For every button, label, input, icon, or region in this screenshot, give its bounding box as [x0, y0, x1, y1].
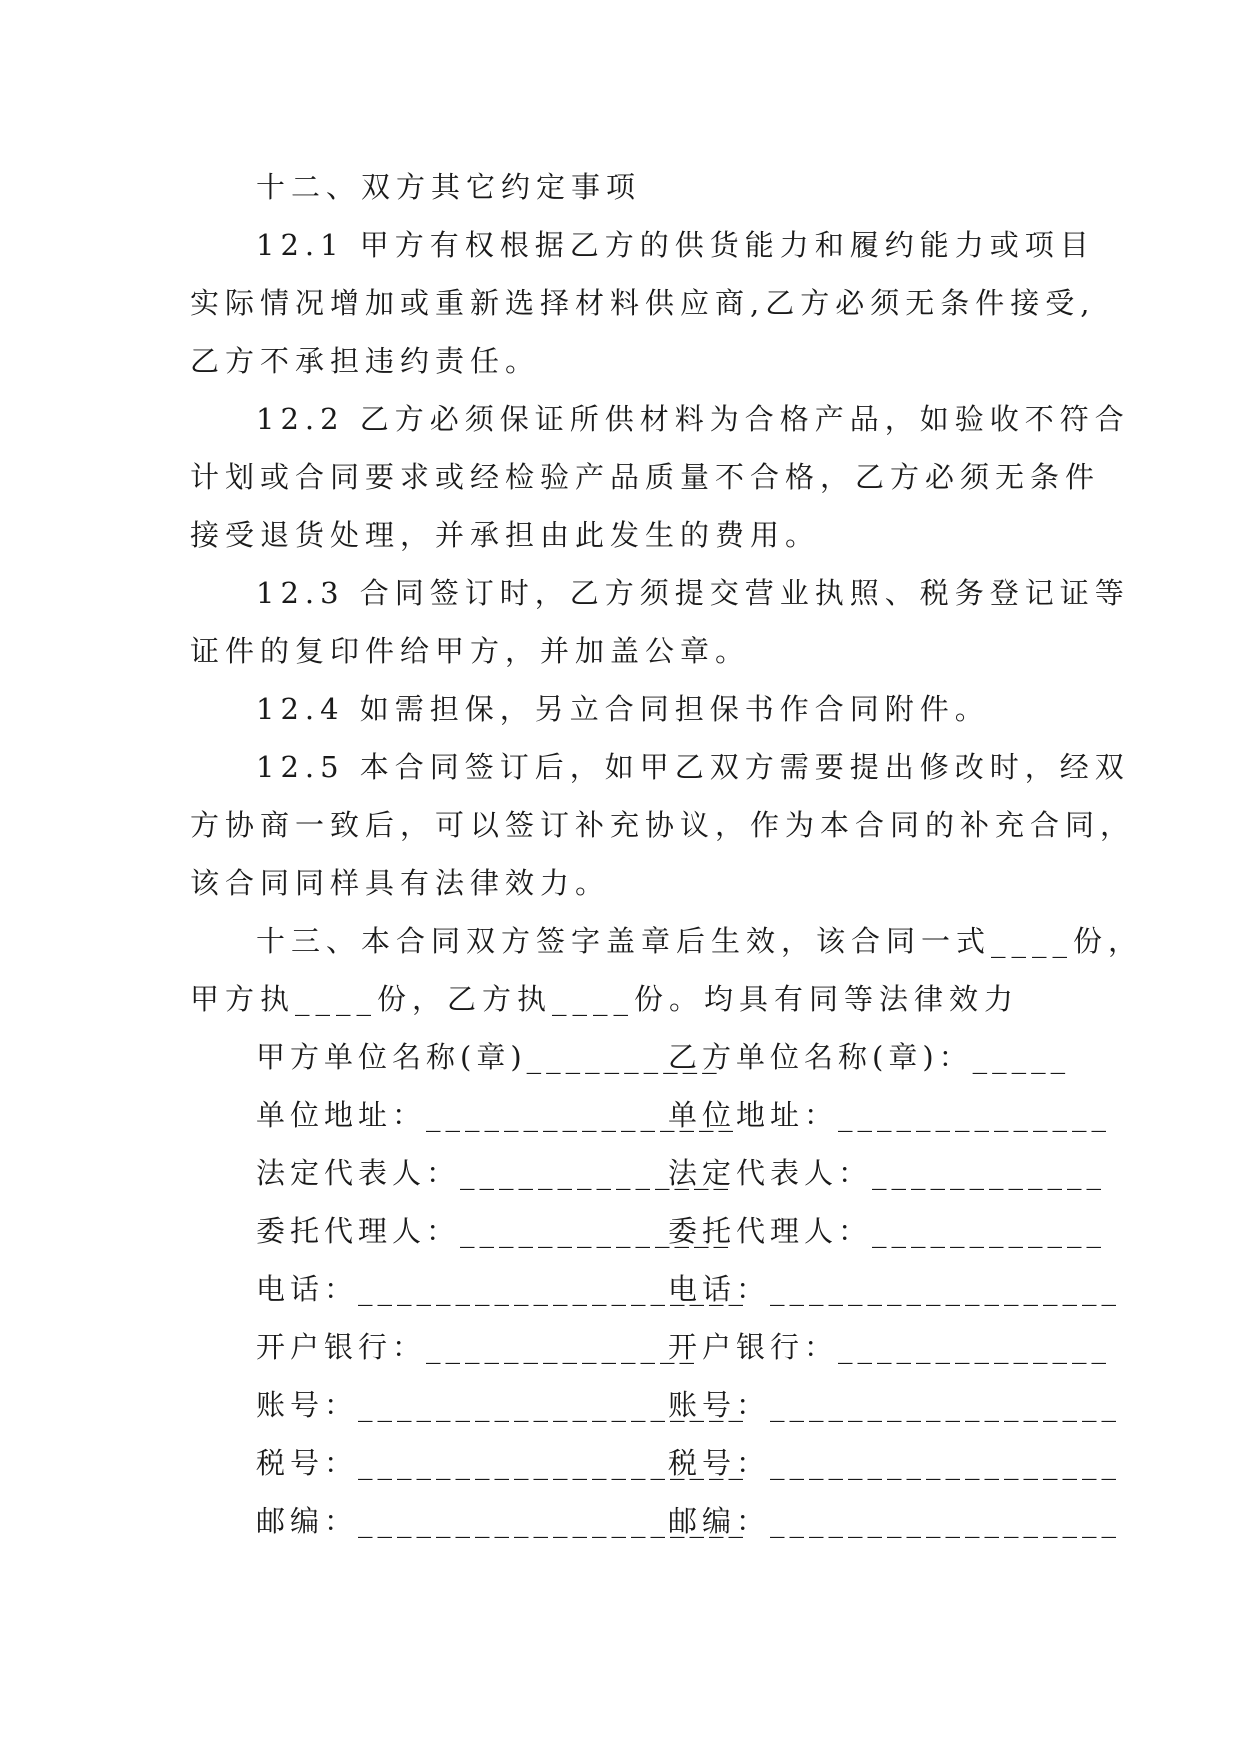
clause-12-2-line-3: 接受退货处理，并承担由此发生的费用。 [190, 518, 821, 552]
clause-12-3-line-1: 12.3 合同签订时，乙方须提交营业执照、税务登记证等 [256, 576, 1130, 610]
party-b-address-field: 单位地址：______________ [668, 1098, 1112, 1132]
clause-12-5-line-1: 12.5 本合同签订后，如甲乙双方需要提出修改时，经双 [256, 750, 1130, 784]
clause-12-1-line-3: 乙方不承担违约责任。 [190, 344, 541, 378]
party-b-phone-field: 电话：__________________ [668, 1272, 1122, 1306]
signature-row-agent [190, 1202, 1107, 1260]
party-a-address-field: 单位地址：________________ [256, 1098, 739, 1132]
clause-12-5-line-3: 该合同同样具有法律效力。 [190, 866, 611, 900]
signature-row-bank [190, 1318, 1112, 1376]
section-13-line-1: 十三、本合同双方签字盖章后生效，该合同一式____份， [256, 924, 1144, 958]
party-b-account-field: 账号：__________________ [668, 1388, 1122, 1422]
signature-block [190, 1028, 1122, 1550]
party-a-account-field: 账号：____________________ [256, 1388, 749, 1422]
party-b-tax-id-field: 税号：__________________ [668, 1446, 1122, 1480]
signature-row-legal-rep [190, 1144, 1107, 1202]
party-a-legal-rep-field: 法定代表人：______________ [256, 1156, 734, 1190]
contract-page [190, 158, 1144, 1550]
party-a-phone-field: 电话：____________________ [256, 1272, 749, 1306]
signature-row-unit-name [190, 1028, 1070, 1086]
party-b-bank-field: 开户银行：______________ [668, 1330, 1112, 1364]
party-a-bank-field: 开户银行：______________ [256, 1330, 700, 1364]
signature-row-account [190, 1376, 1122, 1434]
party-a-postcode-field: 邮编：____________________ [256, 1504, 749, 1538]
signature-row-tax-id [190, 1434, 1122, 1492]
party-b-legal-rep-field: 法定代表人：____________ [668, 1156, 1107, 1190]
party-b-agent-field: 委托代理人：____________ [668, 1214, 1107, 1248]
clause-12-1-line-2: 实际情况增加或重新选择材料供应商,乙方必须无条件接受, [190, 286, 1096, 320]
party-b-postcode-field: 邮编：__________________ [668, 1504, 1122, 1538]
party-a-tax-id-field: 税号：____________________ [256, 1446, 749, 1480]
party-a-unit-name-field: 甲方单位名称(章)__________ [256, 1040, 722, 1074]
signature-row-address [190, 1086, 1112, 1144]
clause-12-1-line-1: 12.1 甲方有权根据乙方的供货能力和履约能力或项目 [256, 228, 1095, 262]
clause-12-5-line-2: 方协商一致后，可以签订补充协议，作为本合同的补充合同， [190, 808, 1136, 842]
signature-row-phone [190, 1260, 1122, 1318]
clause-12-2-line-1: 12.2 乙方必须保证所供材料为合格产品，如验收不符合 [256, 402, 1130, 436]
clause-12-3-line-2: 证件的复印件给甲方，并加盖公章。 [190, 634, 751, 668]
signature-row-postcode [190, 1492, 1122, 1550]
clause-12-4-line-1: 12.4 如需担保，另立合同担保书作合同附件。 [256, 692, 990, 726]
party-a-agent-field: 委托代理人：______________ [256, 1214, 734, 1248]
section-12-heading: 十二、双方其它约定事项 [256, 170, 642, 204]
party-b-unit-name-field: 乙方单位名称(章)：_____ [668, 1040, 1071, 1074]
clause-12-2-line-2: 计划或合同要求或经检验产品质量不合格，乙方必须无条件 [190, 460, 1101, 494]
section-13-line-2: 甲方执____份，乙方执____份。均具有同等法律效力 [190, 982, 1020, 1016]
